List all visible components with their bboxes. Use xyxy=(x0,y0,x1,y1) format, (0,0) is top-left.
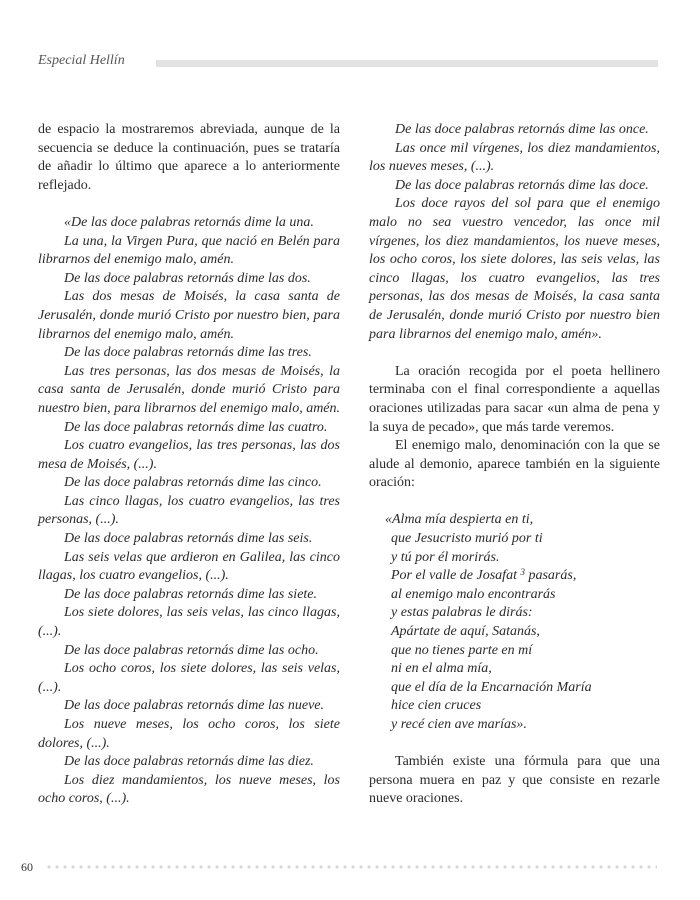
prayer-text xyxy=(38,214,340,809)
prayer-text-continued xyxy=(369,121,660,344)
left-column xyxy=(38,121,340,809)
verse-text: pasarás, xyxy=(524,568,577,584)
verse-line: y tú por él morirás. xyxy=(391,549,500,565)
prayer-line: De las doce palabras retornás dime las ocho. xyxy=(64,642,319,658)
prayer-line: Los cuatro evangelios, las tres personas, las dos mesa de Moisés, (...). xyxy=(38,438,340,472)
verse-line: y estas palabras le dirás: xyxy=(391,605,533,621)
prayer-line: De las doce palabras retornás dime las cinco. xyxy=(64,475,322,491)
prayer-line: De las doce palabras retornás dime las cuatro. xyxy=(64,419,328,435)
verse-line-with-footnote xyxy=(391,567,660,586)
prayer-line: De las doce palabras retornás dime las nueve. xyxy=(64,698,324,714)
prayer-line: Las tres personas, las dos mesas de Moisés, la casa santa de Jerusalén, donde murió Cristo para nuestro bien, para librarnos del enemigo malo, amén. xyxy=(38,363,341,416)
prayer-line: De las doce palabras retornás dime las dos. xyxy=(64,270,311,286)
prayer-line: Los nueve meses, los ocho coros, los siete dolores, (...). xyxy=(38,717,340,751)
right-column xyxy=(369,121,660,809)
prayer-line: Los siete dolores, las seis velas, las cinco llagas, (...). xyxy=(38,605,340,640)
prayer-line: De las doce palabras retornás dime las tres. xyxy=(64,345,312,361)
prayer-line: La una, la Virgen Pura, que nació en Belén para librarnos del enemigo malo, amén. xyxy=(38,233,340,268)
prayer-line: De las doce palabras retornás dime las once. xyxy=(395,122,649,137)
intro-paragraph: de espacio la mostraremos abreviada, aunque de la secuencia se deduce la continuación, pues se trataría de añadir lo último que aparece a lo anteriormente reflejado. xyxy=(38,122,340,193)
prayer-line: Las dos mesas de Moisés, la casa santa de Jerusalén, donde murió Cristo por nuestro bien, para librarnos del enemigo malo, amén. xyxy=(38,289,340,342)
verse-line: y recé cien ave marías». xyxy=(391,717,527,732)
verse-line: hice cien cruces xyxy=(391,698,482,714)
footnote-reference[interactable]: 3 xyxy=(520,567,525,578)
verse-line: Apártate de aquí, Satanás, xyxy=(391,624,540,640)
verse-line: «Alma mía despierta en ti, xyxy=(385,512,534,528)
prayer-line: «De las doce palabras retornás dime la una. xyxy=(64,214,314,230)
prayer-line: Los ocho coros, los siete dolores, las seis velas, (...). xyxy=(38,661,340,695)
verse-text: Por el valle de Josafat xyxy=(391,568,517,584)
prayer-line: De las doce palabras retornás dime las diez. xyxy=(64,754,314,770)
prayer-line: Las once mil vírgenes, los diez mandamientos, los nueves meses, (...). xyxy=(369,140,660,175)
prayer-line: De las doce palabras retornás dime las doce. xyxy=(395,177,649,193)
verse-line: que el día de la Encarnación María xyxy=(391,679,592,695)
verse-line: al enemigo malo encontrarás xyxy=(391,586,556,602)
prayer-line: Las cinco llagas, los cuatro evangelios, las tres personas, (...). xyxy=(38,493,340,528)
verse-line: ni en el alma mía, xyxy=(391,661,492,677)
page-number: 60 xyxy=(21,860,33,874)
closing-paragraph: También existe una fórmula para que una persona muera en paz y que consiste en rezarle nueve oraciones. xyxy=(369,754,660,807)
body-paragraph: El enemigo malo, denominación con la que se alude al demonio, aparece también en la siguiente oración: xyxy=(369,438,660,491)
prayer-line: Las seis velas que ardieron en Galilea, las cinco llagas, los cuatro evangelios, (...). xyxy=(38,549,340,584)
prayer-line: De las doce palabras retornás dime las siete. xyxy=(64,586,318,602)
prayer-line: De las doce palabras retornás dime las seis. xyxy=(64,531,313,547)
prayer-line: Los doce rayos del sol para que el enemigo malo no sea vuestro vencedor, las once mil vírgenes, los diez mandamientos, los nueve meses, los ocho coros, los siete dolores, las seis velas, las cinco llagas, los cuatro evangelios, las tres personas, las dos mesas de Moisés, la casa santa de Jerusalén, donde murió Cristo por nuestro bien para librarnos del enemigo malo, amén». xyxy=(369,196,660,342)
verse-block xyxy=(369,511,660,734)
header-rule xyxy=(156,60,658,67)
section-title: Especial Hellín xyxy=(38,53,125,68)
prayer-line: Los diez mandamientos, los nueve meses, los ocho coros, (...). xyxy=(38,772,340,807)
verse-line: que Jesucristo murió por ti xyxy=(391,531,543,547)
body-paragraph: La oración recogida por el poeta hellinero terminaba con el final correspondiente a aquellas oraciones utilizadas para sacar «un alma de pena y la suya de pecado», que más tarde veremos. xyxy=(369,363,660,435)
footer-dotted-rule xyxy=(45,865,657,869)
verse-line: que no tienes parte en mí xyxy=(391,642,533,658)
